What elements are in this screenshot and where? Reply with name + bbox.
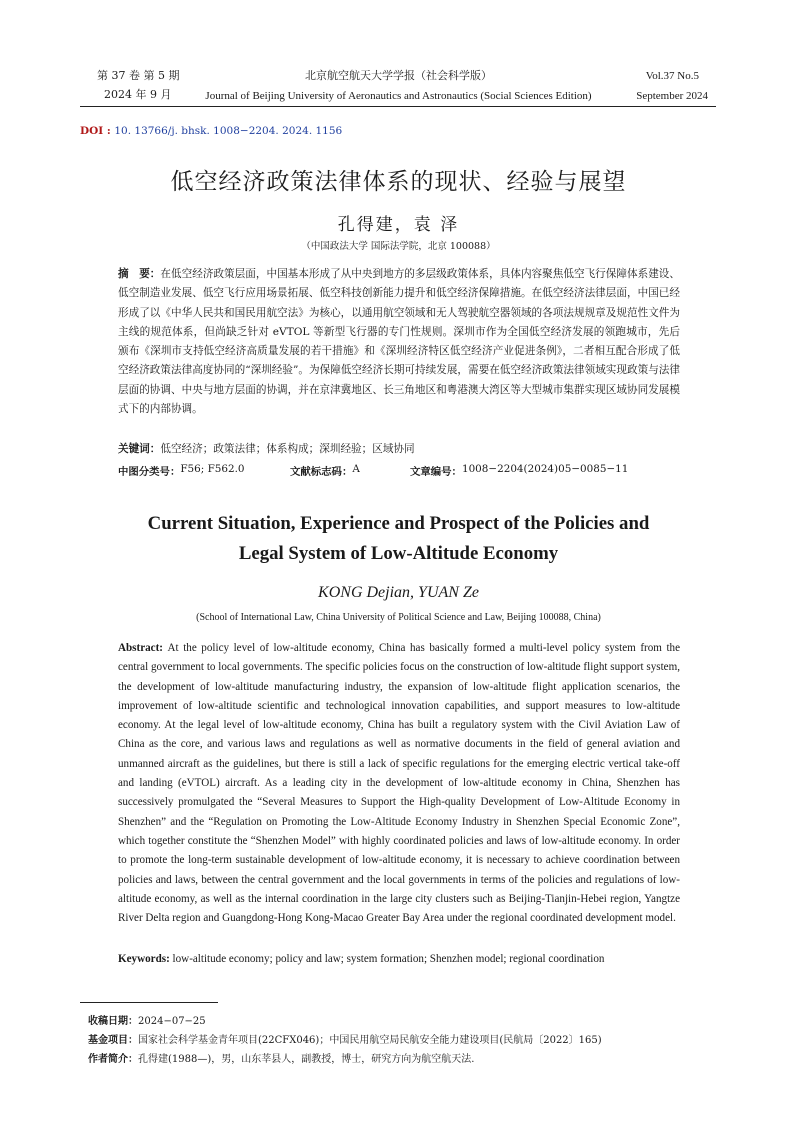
keywords-en-label: Keywords: [118, 953, 170, 965]
footnote-fund [88, 1031, 602, 1046]
clc-label: 中图分类号： [118, 466, 181, 478]
author-bio-value: 孔得建(1988—)，男，山东莘县人，副教授，博士，研究方向为航空航天法. [138, 1054, 475, 1065]
header-volume: 第 37 卷 第 5 期 [97, 69, 180, 82]
article-no-value: 1008−2204(2024)05−0085−11 [461, 463, 629, 475]
author-bio-label: 作者简介： [88, 1054, 138, 1065]
header-date-en: September 2024 [636, 90, 708, 102]
page-title-en [0, 509, 797, 569]
header-date: 2024 年 9 月 [104, 88, 172, 101]
abstract-en [118, 639, 680, 928]
article-no-label: 文章编号： [410, 466, 462, 478]
doc-code-value: A [352, 463, 360, 475]
affiliation-cn: （中国政法大学 国际法学院，北京 100088） [301, 241, 496, 252]
header-vol-en: Vol.37 No.5 [645, 70, 699, 82]
page-title-cn: 低空经济政策法律体系的现状、经验与展望 [170, 169, 627, 195]
received-value: 2024−07−25 [138, 1016, 206, 1027]
footnote-author [88, 1050, 474, 1065]
abstract-cn-text: 在低空经济政策层面，中国基本形成了从中央到地方的多层级政策体系，具体内容聚焦低空飞行保障体系建设、低空制造业发展、低空飞行应用场景拓展、低空科技创新能力提升和低空经济保障措施。在低空经济法律层面，中国已经形成了以《中华人民共和国民用航空法》为核心，以通用航空领域和无人驾驶航空器领域的各项法规规章及规范性文件为主线的规范体系，但尚缺乏针对 eVTOL 等新型飞行器的专门性规则。深圳市作为全国低空经济发展的领跑城市，先后颁布《深圳市支持低空经济高质量发展的若干措施》和《深圳经济特区低空经济产业促进条例》，二者相互配合形成了低空经济政策法律高度协同的“深圳经验”。为保障低空经济长期可持续发展，需要在低空经济政策法律领域实现政策与法律层面的协调、中央与地方层面的协调，并在京津冀地区、长三角地区和粤港澳大湾区等大型城市集群实现区域协同发展模式下的内部协调。 [118, 268, 681, 416]
keywords-cn-text: 低空经济；政策法律；体系构成；深圳经验；区域协同 [160, 443, 415, 455]
abstract-cn [118, 265, 680, 419]
header-rule [80, 106, 716, 107]
abstract-cn-label: 摘 要： [118, 268, 161, 280]
doi-label: DOI [80, 125, 104, 137]
doi-line: DOI : 10. 13766/j. bhsk. 1008−2204. 2024. 1156 [80, 125, 343, 137]
keywords-en [118, 953, 680, 965]
header-journal-en: Journal of Beijing University of Aeronautics and Astronautics (Social Sciences Edition) [205, 90, 592, 102]
fund-value: 国家社会科学基金青年项目(22CFX046)；中国民用航空局民航安全能力建设项目(民航局〔2022〕165) [138, 1035, 602, 1046]
footnote-rule [80, 1002, 218, 1003]
title-en-line2: Legal System of Low-Altitude Economy [238, 543, 559, 564]
abstract-en-text: At the policy level of low-altitude economy, China has basically formed a multi-level policy system from the central government to local governments. The specific policies focus on the construction of low-altitude flight support system, the development of low-altitude manufacturing industry, the expansion of low-altitude flight application scenarios, the improvement of low-altitude scientific and technological innovation capabilities, and support measures to low-altitude economy. At the legal level of low-altitude economy, China has built a regulatory system with the Civil Aviation Law of China as the core, and various laws and regulations as well as normative documents in the field of general aviation and unmanned aircraft as the guidelines, but there is still a lack of specific regulations for the emerging electric vertical take-off and landing (eVTOL) aircraft. As a leading city in the development of low-altitude economy in China, Shenzhen has successively promulgated the “Several Measures to Support the High-quality Development of Low-Altitude Economy in Shenzhen” and the “Regulation on Promoting the Low-Altitude Economy Industry in Shenzhen Special Economic Zone”, which together constitute the “Shenzhen Model” with highly coordinated policies and laws of low-altitude economy. In order to promote the long-term sustainable development of low-altitude economy, it is necessary to achieve coordination between policies and laws, between the central government and the local governments in terms of the policies and regulations of low-altitude economy, as well as the internal coordination in the large city clusters such as Beijing-Tianjin-Hebei region, Yangtze River Delta region and Guangdong-Hong Kong-Macao Greater Bay Area under the regional coordinated development model. [118, 642, 680, 925]
title-en-line1: Current Situation, Experience and Prospect of the Policies and [147, 513, 650, 534]
affiliation-en: (School of International Law, China University of Political Science and Law, Beijing 100088, China) [196, 612, 601, 623]
received-label: 收稿日期： [88, 1016, 138, 1027]
doi-link[interactable]: 10. 13766/j. bhsk. 1008−2204. 2024. 1156 [114, 125, 343, 137]
doc-code-label: 文献标志码： [290, 466, 353, 478]
clc-value: F56; F562.0 [180, 463, 245, 475]
footnote-received [88, 1012, 206, 1027]
header-journal-cn: 北京航空航天大学学报（社会科学版） [305, 69, 492, 82]
fund-label: 基金项目： [88, 1035, 138, 1046]
authors-cn: 孔得建，袁 泽 [337, 215, 460, 235]
abstract-en-label: Abstract: [118, 642, 163, 654]
keywords-cn [118, 440, 680, 459]
authors-en: KONG Dejian, YUAN Ze [318, 584, 479, 601]
keywords-cn-label: 关键词： [118, 443, 161, 455]
keywords-en-text: low-altitude economy; policy and law; system formation; Shenzhen model; regional coordination [172, 953, 605, 965]
classification-line [118, 463, 680, 479]
